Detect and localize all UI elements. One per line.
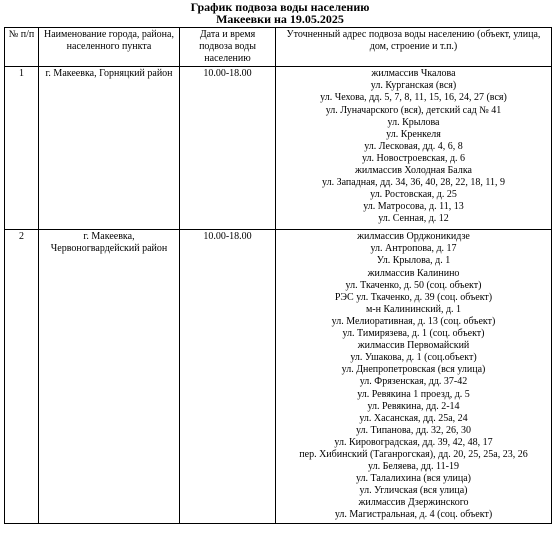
address-line: жилмассив Орджоникидзе bbox=[357, 231, 470, 243]
row-number: 1 bbox=[5, 67, 39, 230]
title-line-2: Макеевки на 19.05.2025 bbox=[216, 12, 344, 26]
address-line: жилмассив Первомайский bbox=[357, 340, 470, 352]
address-line: ул. Кренкеля bbox=[386, 128, 441, 140]
address-line: ул. Луначарского (вся), детский сад № 41 bbox=[325, 104, 502, 116]
row-city: г. Макеевка, Горняцкий район bbox=[39, 67, 180, 230]
address-line: ул. Тимирязева, д. 1 (соц. объект) bbox=[342, 328, 485, 340]
address-line: м-н Калининский, д. 1 bbox=[365, 303, 462, 315]
row-time: 10.00-18.00 bbox=[180, 67, 276, 230]
header-num: № п/п bbox=[5, 28, 39, 67]
water-schedule-table bbox=[4, 27, 552, 524]
address-line: ул. Западная, дд. 34, 36, 40, 28, 22, 18, 11, 9 bbox=[322, 177, 505, 189]
table-header-row bbox=[5, 28, 552, 67]
address-line: ул. Ушакова, д. 1 (соц.объект) bbox=[350, 352, 477, 364]
address-line: ул. Магистральная, д. 4 (соц. объект) bbox=[334, 509, 493, 521]
address-line: ул. Матросова, д. 11, 13 bbox=[363, 201, 464, 213]
address-line: ул. Лесковая, дд. 4, 6, 8 bbox=[364, 140, 463, 152]
header-city: Наименование города, района, населенного пункта bbox=[39, 28, 180, 67]
row-city: г. Макеевка, Червоногвардейский район bbox=[39, 230, 180, 523]
address-line: ул. Фрязенская, дд. 37-42 bbox=[359, 376, 468, 388]
row-number: 2 bbox=[5, 230, 39, 523]
table-row bbox=[5, 230, 552, 523]
address-line: жилмассив Чкалова bbox=[371, 68, 456, 80]
header-address: Уточненный адрес подвоза воды населению (объект, улица, дом, строение и т.п.) bbox=[276, 28, 552, 67]
address-line: ул. Хасанская, дд. 25а, 24 bbox=[359, 412, 468, 424]
address-line: ул. Ростовская, д. 25 bbox=[370, 189, 457, 201]
address-line: ул. Типанова, дд. 32, 26, 30 bbox=[355, 424, 472, 436]
address-line: ул. Крылова bbox=[387, 116, 440, 128]
table-row bbox=[5, 67, 552, 230]
address-line: ул. Талалихина (вся улица) bbox=[356, 473, 471, 485]
address-line: жилмассив Дзержинского bbox=[358, 497, 469, 509]
address-line: жилмассив Холодная Балка bbox=[355, 165, 472, 177]
address-line: ул. Ревякина, дд. 2-14 bbox=[367, 400, 460, 412]
address-line: ул. Новостроевская, д. 6 bbox=[361, 152, 466, 164]
address-line: жилмассив Калинино bbox=[367, 267, 460, 279]
address-line: ул. Кировоградская, дд. 39, 42, 48, 17 bbox=[334, 436, 493, 448]
title-line-1: График подвоза воды населению bbox=[190, 0, 370, 14]
address-line: ул. Мелиоративная, д. 13 (соц. объект) bbox=[331, 315, 496, 327]
address-line: ул. Ревякина 1 проезд, д. 5 bbox=[357, 388, 470, 400]
address-line: ул. Антропова, д. 17 bbox=[370, 243, 457, 255]
header-time: Дата и время подвоза воды населению bbox=[180, 28, 276, 67]
document-title bbox=[0, 0, 560, 25]
address-line: РЭС ул. Ткаченко, д. 39 (соц. объект) bbox=[334, 291, 493, 303]
address-line: ул. Курганская (вся) bbox=[370, 80, 457, 92]
address-line: ул. Сенная, д. 12 bbox=[378, 213, 449, 225]
address-line: ул. Чехова, дд. 5, 7, 8, 11, 15, 16, 24, 27 (вся) bbox=[320, 92, 507, 104]
row-addresses bbox=[276, 67, 552, 230]
address-line: Ул. Крылова, д. 1 bbox=[376, 255, 451, 267]
address-line: ул. Беляева, дд. 11-19 bbox=[368, 461, 459, 473]
address-line: ул. Угличская (вся улица) bbox=[359, 485, 468, 497]
address-line: пер. Хибинский (Таганрогская), дд. 20, 25, 25а, 23, 26 bbox=[299, 448, 528, 460]
address-line: ул. Ткаченко, д. 50 (соц. объект) bbox=[345, 279, 482, 291]
row-time: 10.00-18.00 bbox=[180, 230, 276, 523]
row-addresses bbox=[276, 230, 552, 523]
address-line: ул. Днепропетровская (вся улица) bbox=[341, 364, 486, 376]
